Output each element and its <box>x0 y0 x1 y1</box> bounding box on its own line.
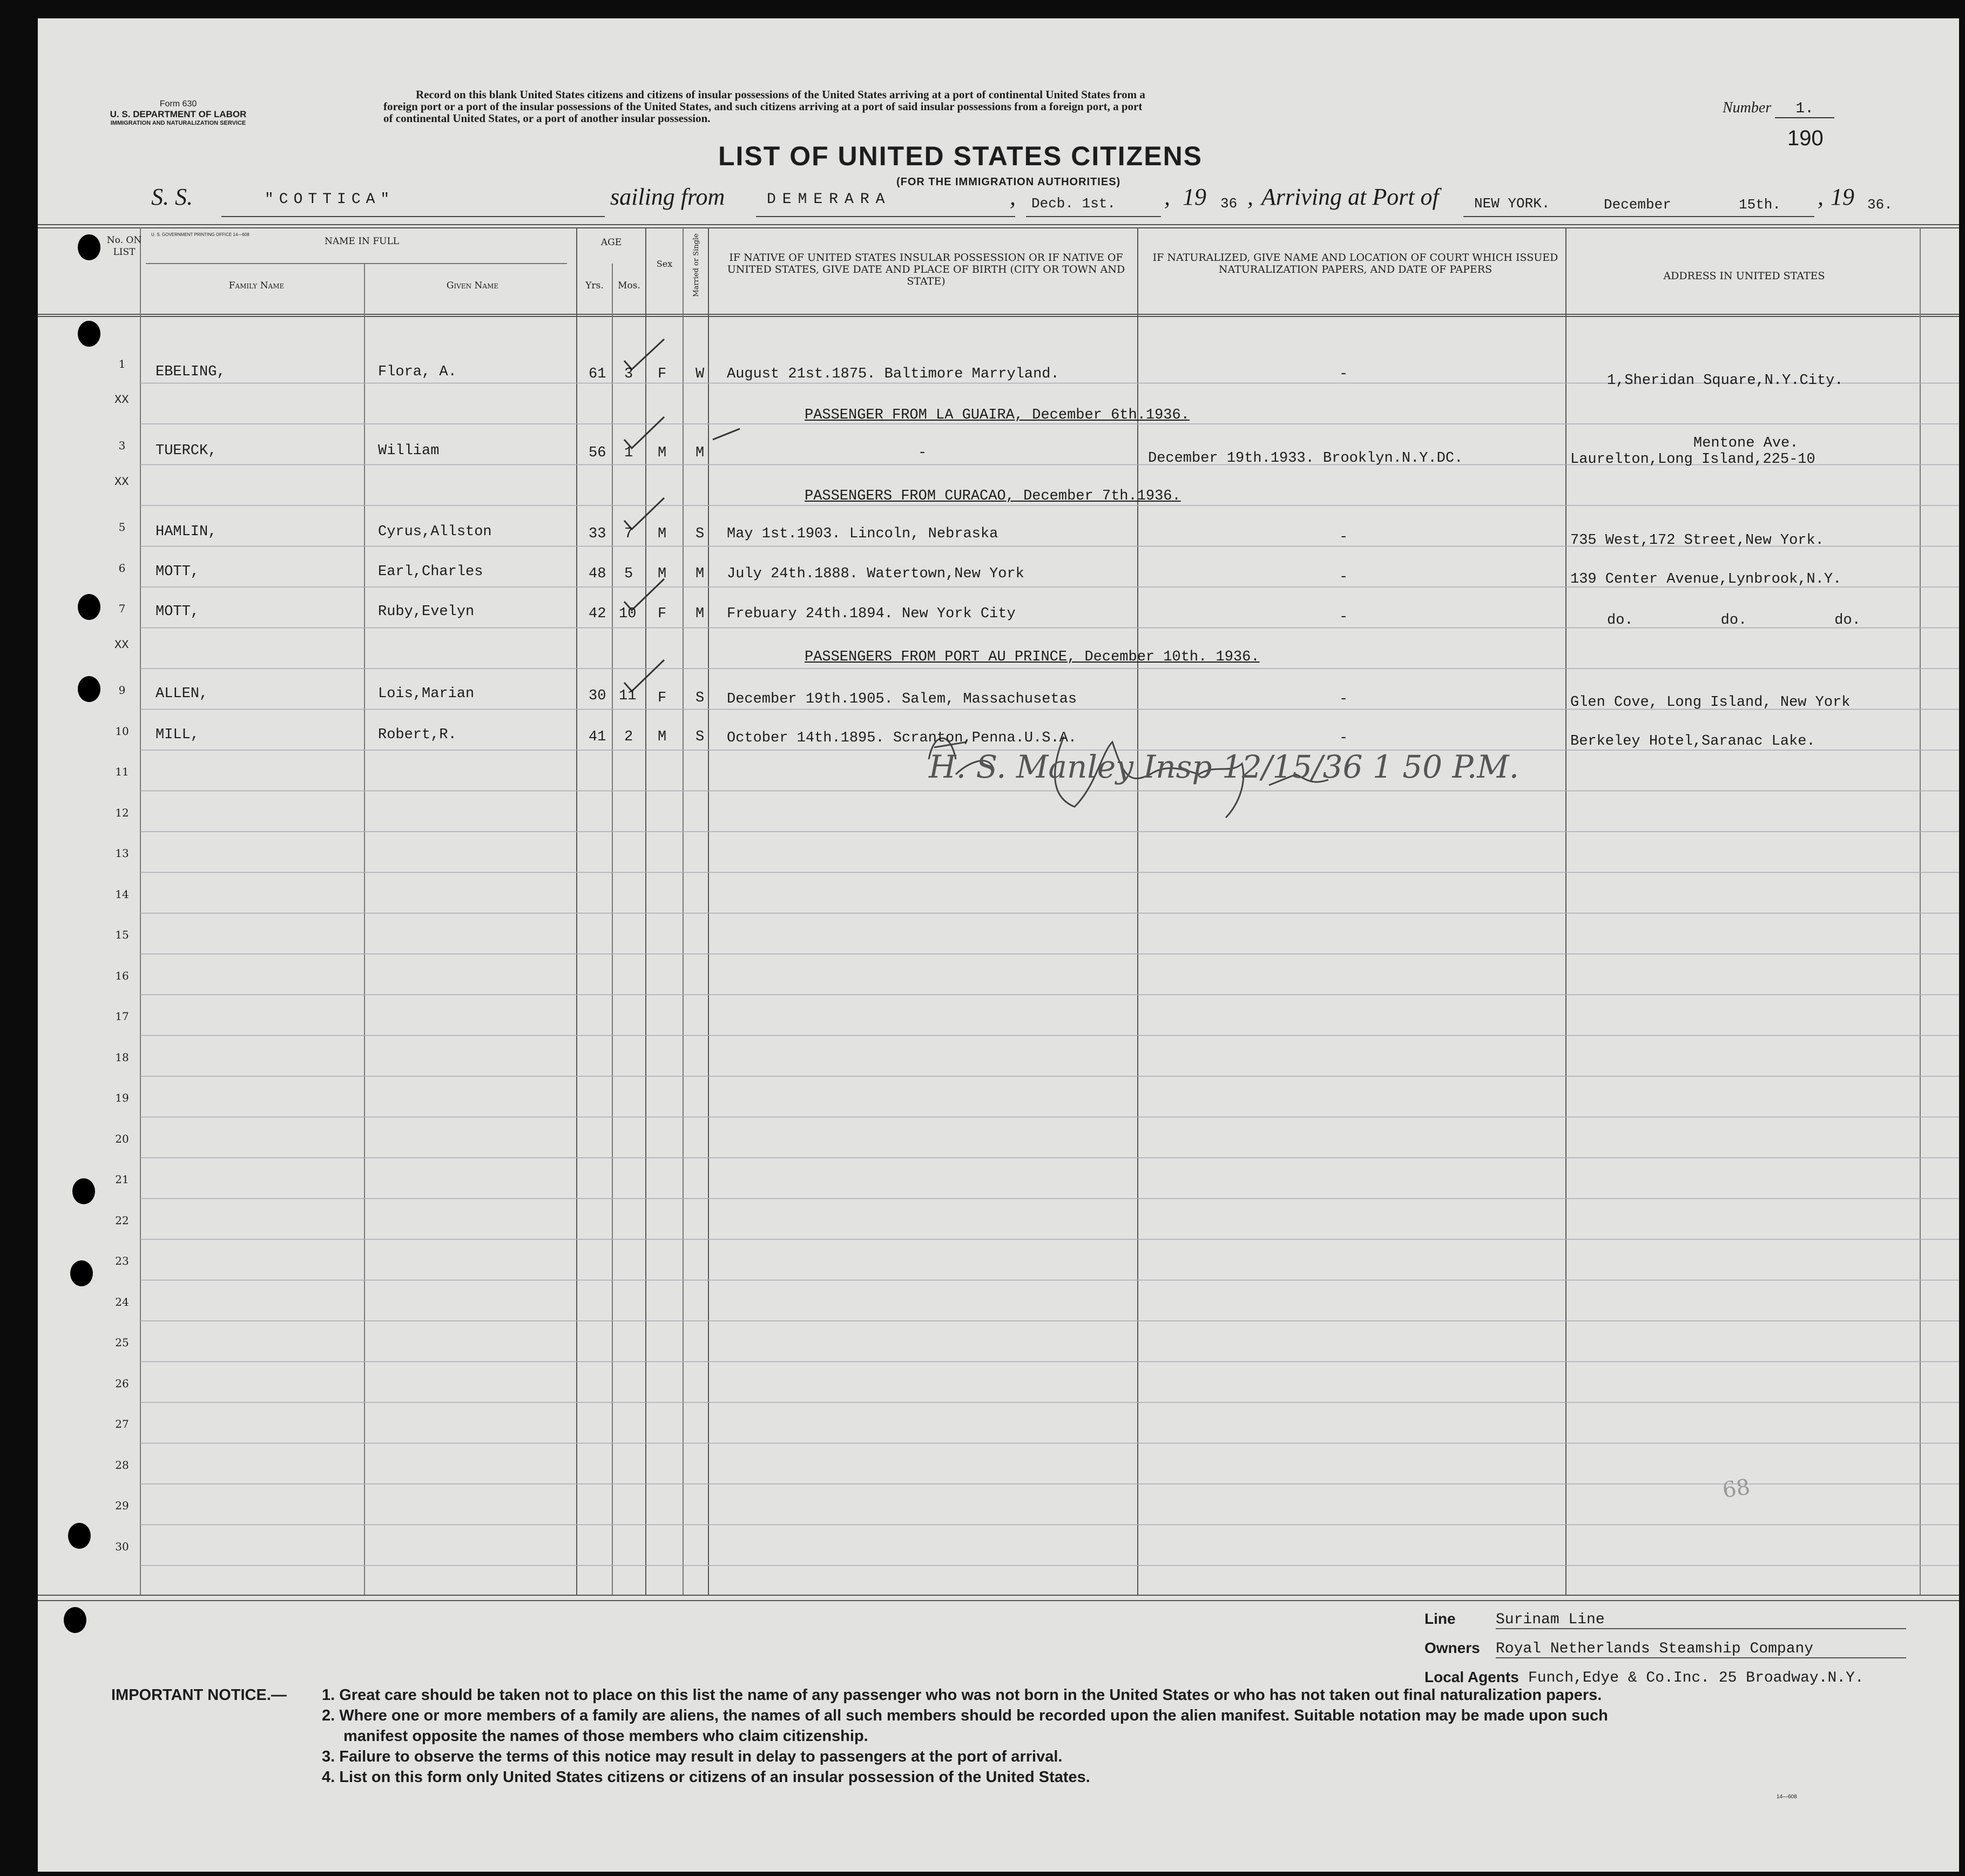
x-mark: XX <box>114 638 129 652</box>
sex: M <box>658 526 667 542</box>
row-number: 28 <box>115 1458 129 1472</box>
family-name: MOTT, <box>156 604 200 620</box>
address: Glen Cove, Long Island, New York <box>1570 694 1851 711</box>
address: 139 Center Avenue,Lynbrook,N.Y. <box>1570 571 1842 588</box>
section-header: PASSENGERS FROM PORT AU PRINCE, December 10th. 1936. <box>805 649 1260 665</box>
marital-status: M <box>695 445 705 461</box>
row-number: 27 <box>115 1418 129 1430</box>
row-number: 29 <box>115 1499 129 1512</box>
line-label: Line <box>1424 1610 1456 1627</box>
col-header-sex: Sex <box>656 259 673 269</box>
row-number: 24 <box>115 1295 129 1308</box>
row-number: 19 <box>115 1091 129 1104</box>
given-name: William <box>378 443 440 459</box>
row-number: 21 <box>115 1173 129 1186</box>
owners-label: Owners <box>1424 1639 1480 1656</box>
sex: M <box>658 729 667 745</box>
given-name: Cyrus,Allston <box>378 524 492 540</box>
sex: M <box>658 445 667 461</box>
age-months: 7 <box>624 526 633 542</box>
birth-info: - <box>918 445 927 461</box>
birth-info: October 14th.1895. Scranton,Penna.U.S.A. <box>727 730 1077 746</box>
number-label: Number <box>1723 99 1772 116</box>
row-number: 15 <box>115 928 129 941</box>
notice-item: 4. List on this form only United States citizens or citizens of an insular possession of the United States. <box>322 1769 1090 1786</box>
marital-status: S <box>695 729 705 745</box>
owners-value: Royal Netherlands Steamship Company <box>1496 1641 1906 1658</box>
number-value: 1. <box>1775 100 1834 118</box>
row-number: 9 <box>118 684 126 697</box>
age-months: 1 <box>624 445 633 461</box>
given-name: Ruby,Evelyn <box>378 604 475 620</box>
marital-status: W <box>695 366 705 382</box>
age-years: 42 <box>589 606 606 622</box>
port-to: NEW YORK. <box>1474 195 1550 212</box>
age-years: 61 <box>589 366 606 382</box>
naturalization-info: - <box>1339 569 1348 585</box>
col-header-given: Given Name <box>446 280 499 291</box>
x-mark: XX <box>114 475 129 489</box>
age-months: 5 <box>624 566 633 582</box>
row-number: 12 <box>115 806 129 819</box>
row-number: 1 <box>118 357 126 370</box>
given-name: Robert,R. <box>378 727 457 743</box>
row-number: 7 <box>118 602 126 615</box>
section-header: PASSENGERS FROM CURACAO, December 7th.1936. <box>805 488 1181 504</box>
col-header-address: ADDRESS IN UNITED STATES <box>1663 270 1825 282</box>
document-title: LIST OF UNITED STATES CITIZENS <box>718 141 1203 171</box>
document-subtitle: (FOR THE IMMIGRATION AUTHORITIES) <box>896 176 1121 188</box>
notice-list <box>322 1685 1608 1787</box>
age-months: 10 <box>619 606 637 622</box>
birth-info: May 1st.1903. Lincoln, Nebraska <box>727 526 998 542</box>
birth-info: August 21st.1875. Baltimore Marryland. <box>727 366 1059 382</box>
age-months: 3 <box>624 366 633 382</box>
address: Berkeley Hotel,Saranac Lake. <box>1570 733 1815 750</box>
record-line: Record on this blank United States citizens and citizens of insular possessions of the United States arriving at a port of continental United States from a <box>416 88 1145 101</box>
department-name: U. S. DEPARTMENT OF LABOR <box>110 109 247 119</box>
col-header-married: Married or Single <box>692 233 700 297</box>
agents-value: Funch,Edye & Co.Inc. 25 Broadway.N.Y. <box>1528 1670 1864 1686</box>
ss-label: S. S. <box>151 184 193 210</box>
row-number: 11 <box>115 765 129 778</box>
row-number: 18 <box>115 1050 129 1064</box>
col-header-yrs: Yrs. <box>585 280 604 291</box>
family-name: MOTT, <box>156 564 200 580</box>
address-top-line: Mentone Ave. <box>1693 435 1799 451</box>
row-number: 30 <box>115 1540 129 1553</box>
age-months: 11 <box>619 688 637 704</box>
year-prefix: 19 <box>1183 184 1206 210</box>
year-to: 36. <box>1867 197 1893 213</box>
sex: F <box>658 690 667 706</box>
page-stamp: 190 <box>1787 126 1824 150</box>
col-header-naturalized: IF NATURALIZED, GIVE NAME AND LOCATION OF COURT WHICH ISSUED NATURALIZATION PAPERS, AND DATE OF PAPERS <box>1152 252 1558 275</box>
age-years: 56 <box>589 445 606 461</box>
form-number: Form 630 <box>159 99 197 109</box>
age-months: 2 <box>624 729 633 745</box>
naturalization-info: - <box>1339 691 1348 707</box>
birth-info: July 24th.1888. Watertown,New York <box>727 566 1024 582</box>
naturalization-info: - <box>1339 609 1348 625</box>
row-number: 20 <box>115 1132 129 1145</box>
col-header-family: Family Name <box>228 280 285 291</box>
row-number: 13 <box>115 847 129 860</box>
agents-label: Local Agents <box>1424 1669 1519 1685</box>
family-name: HAMLIN, <box>156 524 217 540</box>
marital-status: M <box>695 566 705 582</box>
date-from: Decb. 1st. <box>1031 195 1116 212</box>
family-name: EBELING, <box>156 364 226 380</box>
arriving-label: Arriving at Port of <box>1261 184 1439 210</box>
form-code: 14—608 <box>1777 1794 1797 1800</box>
line-value: Surinam Line <box>1496 1611 1906 1629</box>
date-to-month: December <box>1604 197 1671 213</box>
row-number: 16 <box>115 969 129 982</box>
ship-name: "COTTICA" <box>265 191 395 208</box>
row-number: 22 <box>115 1213 129 1227</box>
row-number: 5 <box>118 521 126 534</box>
record-line: of continental United States, or a port of another insular possession. <box>383 112 711 125</box>
service-name: IMMIGRATION AND NATURALIZATION SERVICE <box>110 120 246 126</box>
row-number: 14 <box>115 887 129 901</box>
naturalization-info: - <box>1339 529 1348 545</box>
notice-item: 1. Great care should be taken not to place on this list the name of any passenger who was not born in the United States or who has not taken out final naturalization papers. <box>322 1686 1602 1704</box>
notice-item: 3. Failure to observe the terms of this notice may result in delay to passengers at the port of arrival. <box>322 1748 1063 1765</box>
sailing-label: sailing from <box>610 184 725 210</box>
age-years: 48 <box>589 566 606 582</box>
marital-status: S <box>695 690 705 706</box>
age-years: 41 <box>589 729 606 745</box>
row-number: 23 <box>115 1254 129 1267</box>
section-header: PASSENGER FROM LA GUAIRA, December 6th.1936. <box>805 407 1190 423</box>
naturalization-info: December 19th.1933. Brooklyn.N.Y.DC. <box>1148 450 1463 467</box>
table-grid <box>38 18 1959 1872</box>
age-years: 30 <box>589 688 606 704</box>
family-name: TUERCK, <box>156 443 217 459</box>
col-header-mos: Mos. <box>618 280 640 291</box>
age-years: 33 <box>589 526 606 542</box>
family-name: ALLEN, <box>156 686 208 702</box>
col-header-birth: IF NATIVE OF UNITED STATES INSULAR POSSESSION OR IF NATIVE OF UNITED STATES, GIVE DATE AND PLACE OF BIRTH (CITY OR TOWN AND STATE) <box>727 252 1125 287</box>
family-name: MILL, <box>156 727 200 743</box>
sex: F <box>658 366 667 382</box>
record-line: foreign port or a port of the insular possessions of the United States, and such citizens arriving at a port of said insular possessions from a foreign port, a port <box>383 100 1143 113</box>
address: Laurelton,Long Island,225-10 <box>1570 451 1815 468</box>
notice-title: IMPORTANT NOTICE.— <box>111 1686 287 1704</box>
row-number: 17 <box>115 1010 129 1023</box>
row-number: 6 <box>118 561 126 575</box>
row-number: 10 <box>115 724 129 738</box>
notice-item: manifest opposite the names of those members who claim citizenship. <box>343 1727 868 1745</box>
notice-item: 2. Where one or more members of a family are aliens, the names of all such members should be recorded upon the alien manifest. Suitable notation may be made upon such <box>322 1707 1608 1724</box>
row-number: 3 <box>118 439 126 452</box>
col-header-age: AGE <box>600 237 622 248</box>
printing-note: U. S. GOVERNMENT PRINTING OFFICE 14—608 <box>151 232 249 237</box>
year-prefix-arrival: 19 <box>1831 184 1854 210</box>
address: 735 West,172 Street,New York. <box>1570 532 1824 549</box>
birth-info: December 19th.1905. Salem, Massachusetas <box>727 691 1077 707</box>
address: do. do. do. <box>1607 612 1861 629</box>
naturalization-info: - <box>1339 730 1348 746</box>
given-name: Earl,Charles <box>378 564 483 580</box>
given-name: Flora, A. <box>378 364 457 380</box>
marital-status: M <box>695 606 705 622</box>
date-to-day: 15th. <box>1739 197 1781 213</box>
col-header-no: No. ON LIST <box>106 235 142 258</box>
x-mark: XX <box>114 393 129 407</box>
row-number: 26 <box>115 1376 129 1390</box>
sex: M <box>658 566 667 582</box>
birth-info: Frebuary 24th.1894. New York City <box>727 606 1016 622</box>
row-number: 25 <box>115 1336 129 1349</box>
year-from: 36 <box>1220 195 1238 212</box>
col-header-name: NAME IN FULL <box>324 236 400 247</box>
naturalization-info: - <box>1339 366 1348 382</box>
pencil-note: 68 <box>1721 1474 1752 1503</box>
address: 1,Sheridan Square,N.Y.City. <box>1607 373 1844 389</box>
sex: F <box>658 606 667 622</box>
manifest-sheet: Form 630 U. S. DEPARTMENT OF LABOR IMMIGRATION AND NATURALIZATION SERVICE Record on this blank United States citizens and citizens of insular possessions of the United States arriving at a port of continental United States from a foreign port or a port of the insular possessions of the United States, and such citizens arriving at a port of said insular possessions from a foreign port, a port of continental United States, or a port of another insular possession. Number 1. 190 LIST OF UNITED STATES CITIZENS (FOR THE IMMIGRATION AUTHORITIES) S. S. "COTTICA" sailing from DEMERARA , Decb. 1st. , 19 36 , Arriving at Port of NEW YORK. December 15th. , 19 36. U. S. GOVERNMENT PRINTING OFFICE 14—608 No. ON LIST NAME IN FULL Family Name Given Name AGE Yrs. Mos. Sex Married or Single IF NATIVE OF UNITED STATES INSULAR POSSESSION OR IF NATIVE OF UNITED STATES, GIVE DATE AND PLACE OF BIRTH (CITY OR TOWN AND STATE) IF NATURALIZED, GIVE NAME AND LOCATION OF COURT WHICH ISSUED NATURALIZATION PAPERS, AND DATE OF PAPERS ADDRESS IN UNITED STATES 1 3 5 6 7 9 10 11 12 13 14 15 16 17 18 19 20 21 22 23 24 25 26 27 28 29 30 XX XX XX EBELING, Flora, A. 61 3 F W August 21st.1875. Baltimore Marryland. - 1,Sheridan Square,N.Y.City. PASSENGER FROM LA GUAIRA, December 6th.1936. TUERCK, William 56 1 M M - December 19th.1933. Brooklyn.N.Y.DC. Mentone Ave. Laurelton,Long Island,225-10 PASSENGERS FROM CURACAO, December 7th.1936. HAMLIN, Cyrus,Allston 33 7 M S May 1st.1903. Lincoln, Nebraska - 735 West,172 Street,New York. MOTT, Earl,Charles 48 5 M M July 24th.1888. Watertown,New York - 139 Center Avenue,Lynbrook,N.Y. MOTT, Ruby,Evelyn 42 10 F M Frebuary 24th.1894. New York City - do. do. do. PASSENGERS FROM PORT AU PRINCE, December 10th. 1936. ALLEN, Lois,Marian 30 11 F S December 19th.1905. Salem, Massachusetas - Glen Cove, Long Island, New York MILL, Robert,R. 41 2 M S October 14th.1895. Scranton,Penna.U.S.A. - Berkeley Hotel,Saranac Lake. H. S. Manley Insp 12/15/36 1 50 P.M. 68 Line Surinam Line Owners Royal Netherlands Steamship Company Local Agents Funch,Edye & Co.Inc. 25 Broadway.N.Y. IMPORTANT NOTICE.— 1. Great care should be taken not to place on this list the name of any passenger who was not born in the United States or who has not taken out final naturalization papers. 2. Where one or more members of a family are aliens, the names of all such members should be recorded upon the alien manifest. Suitable notation may be made upon such manifest opposite the names of those members who claim citizenship. 3. Failure to observe the terms of this notice may result in delay to passengers at the port of arrival. 4. List on this form only United States citizens or citizens of an insular possession of the United States. 14—608 <box>38 18 1959 1872</box>
inspector-signature: H. S. Manley Insp 12/15/36 1 50 P.M. <box>929 748 1520 785</box>
given-name: Lois,Marian <box>378 686 475 702</box>
port-from: DEMERARA <box>767 191 892 208</box>
marital-status: S <box>695 526 705 542</box>
